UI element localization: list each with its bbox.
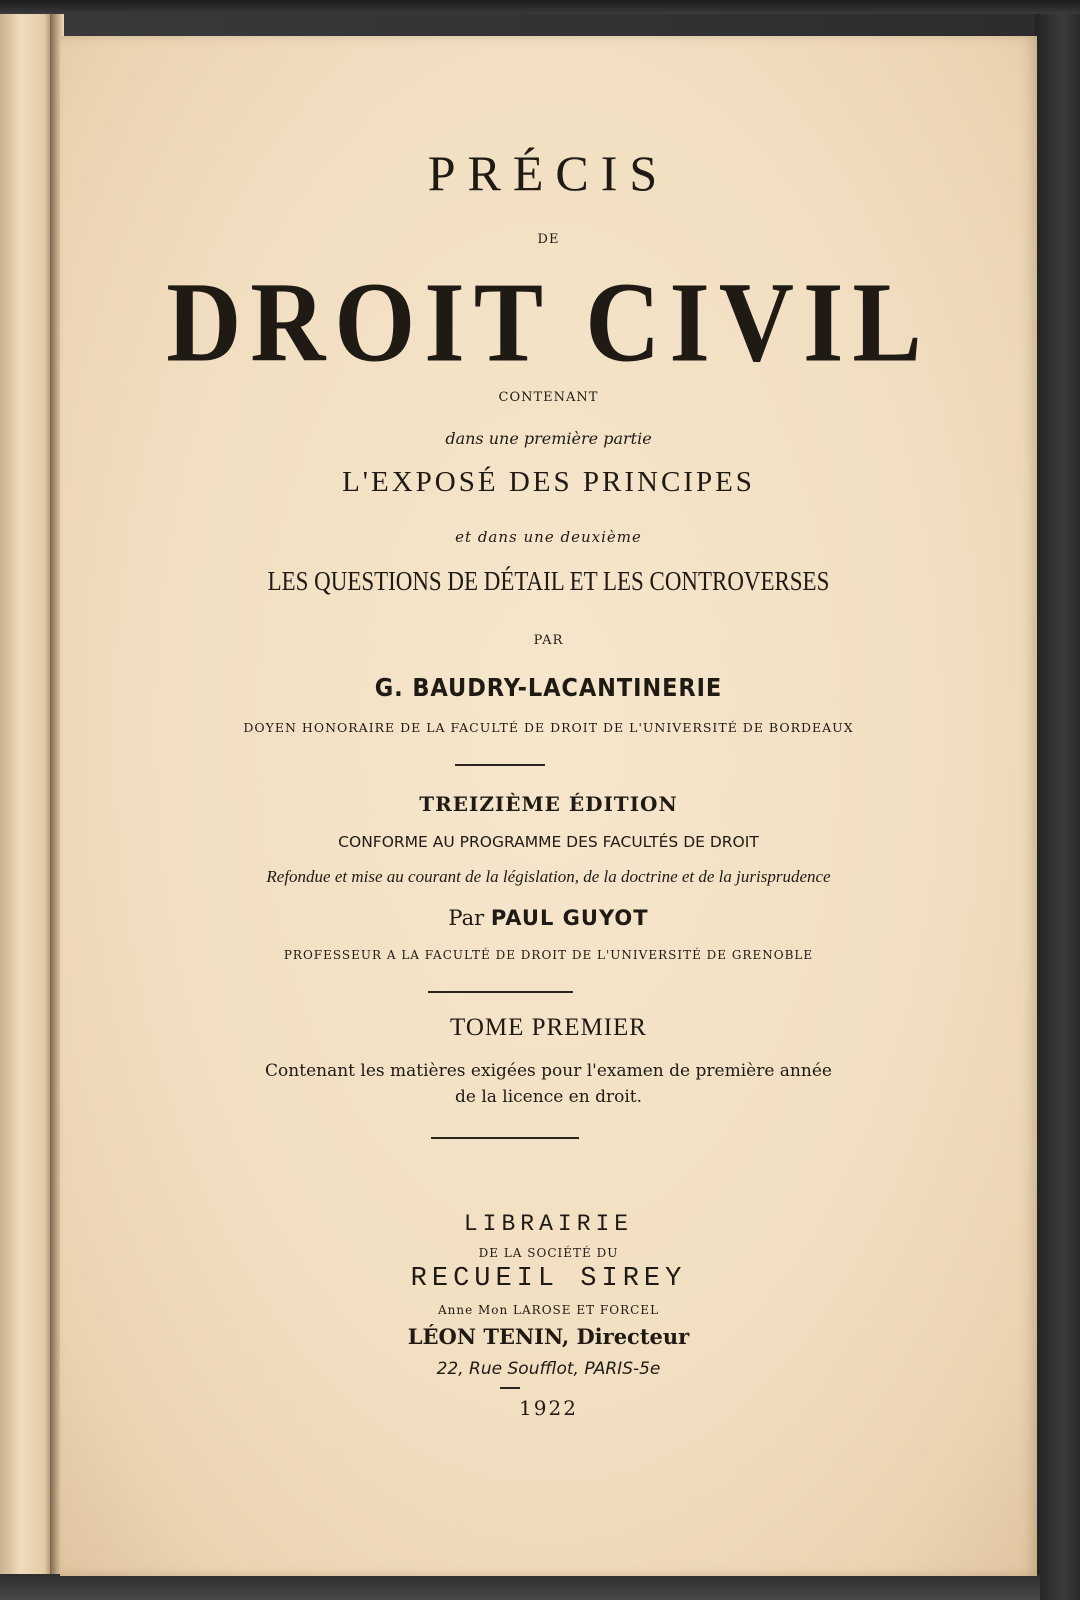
main-title: DROIT CIVIL: [166, 259, 931, 386]
premiere-partie-line: dans une première partie: [445, 429, 652, 448]
author-title: DOYEN HONORAIRE DE LA FACULTÉ DE DROIT DE L'UNIVERSITÉ DE BORDEAUX: [243, 720, 854, 735]
divider-rule: [455, 764, 545, 766]
publication-year: 1922: [519, 1396, 578, 1420]
recueil-heading: RECUEIL SIREY: [410, 1264, 687, 1294]
address-line: 22, Rue Soufflot, PARIS-5e: [436, 1359, 661, 1379]
reviser-name: PAUL GUYOT: [490, 906, 649, 930]
book-bottom-edge: [0, 1574, 1040, 1600]
title-page-content: [60, 36, 1037, 1576]
matieres-line-1: Contenant les matières exigées pour l'examen de première année: [265, 1061, 832, 1081]
book-top-edge: [0, 0, 1080, 14]
expose-heading: L'EXPOSÉ DES PRINCIPES: [342, 466, 755, 498]
precis-heading: PRÉCIS: [427, 145, 670, 201]
deuxieme-line: et dans une deuxième: [455, 528, 642, 546]
author-name: G. BAUDRY-LACANTINERIE: [374, 673, 723, 702]
par-word: PAR: [533, 633, 564, 648]
facing-page-edge: [0, 14, 52, 1574]
contenant-word: CONTENANT: [498, 390, 599, 405]
refondue-line: Refondue et mise au courant de la législation, de la doctrine et de la jurisprudence: [266, 867, 831, 886]
edition-heading: TREIZIÈME ÉDITION: [419, 792, 678, 816]
tome-heading: TOME PREMIER: [450, 1014, 647, 1041]
reviser-par: Par: [448, 906, 485, 930]
small-divider: [500, 1387, 520, 1389]
matieres-text: [60, 1058, 1037, 1110]
questions-heading: LES QUESTIONS DE DÉTAIL ET LES CONTROVERSES: [267, 566, 830, 596]
librairie-heading: LIBRAIRIE: [463, 1211, 634, 1237]
societe-line: DE LA SOCIÉTÉ DU: [478, 1246, 619, 1260]
divider-rule: [431, 1137, 579, 1139]
matieres-line-2: de la licence en droit.: [454, 1087, 643, 1107]
larose-line: Anne Mon LAROSE ET FORCEL: [437, 1303, 660, 1317]
de-word: DE: [537, 232, 560, 247]
director-line: LÉON TENIN, Directeur: [407, 1324, 690, 1349]
reviser-title: PROFESSEUR A LA FACULTÉ DE DROIT DE L'UNIVERSITÉ DE GRENOBLE: [283, 948, 814, 962]
book-cover-board: [1035, 14, 1080, 1600]
conforme-line: CONFORME AU PROGRAMME DES FACULTÉS DE DROIT: [338, 833, 759, 851]
divider-rule: [428, 991, 573, 993]
reviser-line: [60, 906, 1037, 930]
